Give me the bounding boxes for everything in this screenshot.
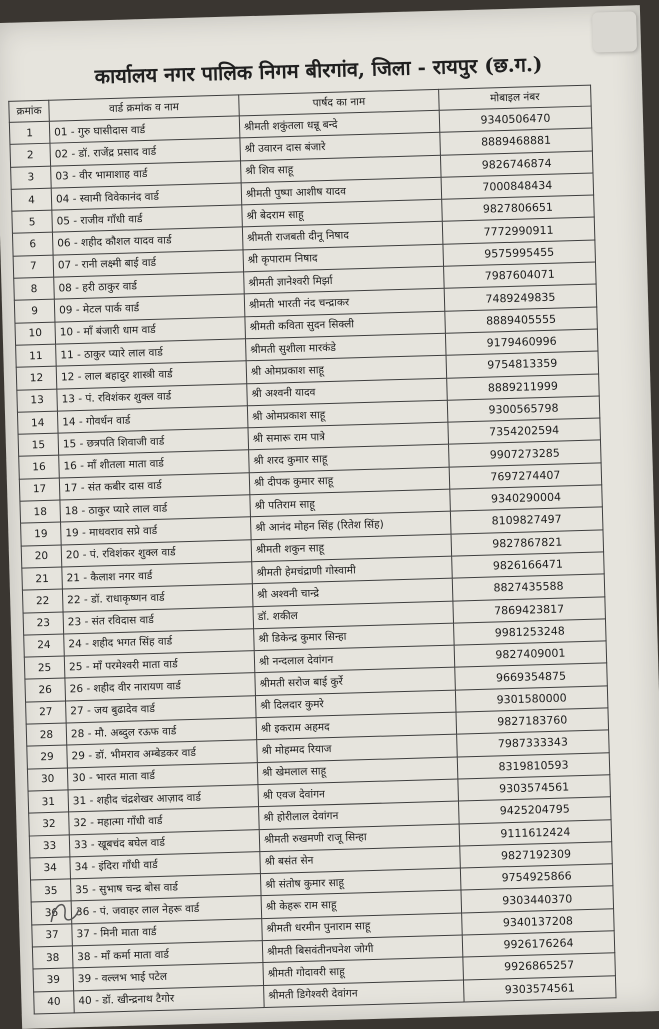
ward-cell: 12 - लाल बहादुर शास्त्री वार्ड bbox=[56, 361, 247, 389]
serial-cell: 27 bbox=[26, 701, 67, 724]
mobile-cell: 7987333343 bbox=[457, 730, 610, 757]
mobile-cell: 8889211999 bbox=[447, 374, 600, 401]
serial-cell: 38 bbox=[32, 946, 73, 969]
mobile-cell: 8827435588 bbox=[452, 574, 605, 601]
councillor-cell: श्रीमती शकुंतला धन्नू बन्दे bbox=[239, 110, 440, 138]
serial-cell: 11 bbox=[16, 344, 57, 367]
ward-cell: 10 - माँ बंजारी धाम वार्ड bbox=[55, 316, 246, 344]
serial-cell: 3 bbox=[11, 166, 52, 189]
serial-cell: 15 bbox=[18, 433, 59, 456]
serial-cell: 30 bbox=[27, 768, 68, 791]
councillor-cell: श्री ओमप्रकाश साहू bbox=[247, 400, 448, 428]
councillor-cell: श्री पतिराम साहू bbox=[250, 489, 451, 517]
mobile-cell: 7772990911 bbox=[442, 218, 595, 245]
ward-cell: 15 - छत्रपति शिवाजी वार्ड bbox=[58, 428, 249, 456]
councillor-cell: श्री डिकेन्द्र कुमार सिन्हा bbox=[254, 623, 455, 651]
serial-cell: 35 bbox=[31, 879, 72, 902]
councillor-cell: श्री होरीलाल देवांगन bbox=[259, 801, 460, 829]
mobile-cell: 9754925866 bbox=[460, 864, 613, 891]
serial-cell: 9 bbox=[14, 300, 55, 323]
mobile-cell: 9669354875 bbox=[455, 663, 608, 690]
ward-cell: 17 - संत कबीर दास वार्ड bbox=[59, 473, 250, 501]
serial-cell: 7 bbox=[13, 255, 54, 278]
councillor-cell: श्री बेदराम साहू bbox=[242, 199, 443, 227]
ward-cell: 37 - मिनी माता वार्ड bbox=[72, 918, 263, 946]
header-serial: क्रमांक bbox=[9, 100, 50, 122]
header-ward: वार्ड क्रमांक व नाम bbox=[49, 95, 240, 121]
serial-cell: 10 bbox=[15, 322, 56, 345]
mobile-cell: 7000848434 bbox=[441, 173, 594, 200]
serial-cell: 36 bbox=[31, 901, 72, 924]
mobile-cell: 9303574561 bbox=[463, 975, 616, 1002]
serial-cell: 40 bbox=[34, 990, 75, 1013]
ward-cell: 14 - गोवर्धन वार्ड bbox=[57, 406, 248, 434]
councillor-cell: श्रीमती शकुन साहू bbox=[251, 534, 452, 562]
mobile-cell: 9301580000 bbox=[455, 686, 608, 713]
header-mobile: मोबाइल नंबर bbox=[439, 85, 592, 110]
mobile-cell: 9340137208 bbox=[462, 908, 615, 935]
councillor-cell: श्री ओमप्रकाश साहू bbox=[246, 355, 447, 383]
clip-mark bbox=[592, 11, 637, 52]
serial-cell: 14 bbox=[17, 411, 58, 434]
serial-cell: 33 bbox=[29, 834, 70, 857]
councillor-table bbox=[8, 85, 616, 1015]
councillor-cell: श्री केहरू राम साहू bbox=[261, 890, 462, 918]
ward-cell: 09 - मेटल पार्क वार्ड bbox=[54, 294, 245, 322]
ward-cell: 19 - माधवराव सप्रे वार्ड bbox=[61, 517, 252, 545]
serial-cell: 1 bbox=[9, 121, 50, 144]
mobile-cell: 9926176264 bbox=[462, 931, 615, 958]
councillor-cell: श्रीमती ज्ञानेश्वरी मिर्झा bbox=[244, 266, 445, 294]
ward-cell: 13 - पं. रविशंकर शुक्ल वार्ड bbox=[57, 383, 248, 411]
serial-cell: 20 bbox=[21, 545, 62, 568]
ward-cell: 20 - पं. रविशंकर शुक्ल वार्ड bbox=[61, 539, 252, 567]
ward-cell: 26 - शहीद वीर नारायण वार्ड bbox=[65, 673, 256, 701]
ward-cell: 39 - वल्लभ भाई पटेल bbox=[73, 963, 264, 991]
mobile-cell: 8109827497 bbox=[450, 507, 603, 534]
councillor-cell: श्रीमती भारती नंद चन्द्राकर bbox=[244, 289, 445, 317]
ward-cell: 35 - सुभाष चन्द्र बोस वार्ड bbox=[71, 874, 262, 902]
mobile-cell: 9827192309 bbox=[460, 842, 613, 869]
document-page bbox=[0, 5, 659, 1029]
ward-cell: 01 - गुरु घासीदास वार्ड bbox=[49, 116, 240, 144]
ward-cell: 08 - हरी ठाकुर वार्ड bbox=[54, 272, 245, 300]
ward-cell: 06 - शहीद कौशल यादव वार्ड bbox=[52, 227, 243, 255]
councillor-cell: श्री नन्दलाल देवांगन bbox=[254, 645, 455, 673]
ward-cell: 31 - शहीद चंद्रशेखर आज़ाद वार्ड bbox=[68, 785, 259, 813]
ward-cell: 23 - संत रविदास वार्ड bbox=[63, 606, 254, 634]
mobile-cell: 8319810593 bbox=[457, 752, 610, 779]
ward-cell: 38 - माँ कर्मा माता वार्ड bbox=[72, 941, 263, 969]
councillor-cell: श्री इकराम अहमद bbox=[256, 712, 457, 740]
serial-cell: 24 bbox=[24, 634, 65, 657]
serial-cell: 12 bbox=[16, 366, 57, 389]
councillor-cell: श्री मोहम्मद रियाज bbox=[257, 734, 458, 762]
councillor-cell: श्री शिव साहू bbox=[241, 155, 442, 183]
ward-cell: 32 - महात्मा गाँधी वार्ड bbox=[69, 807, 260, 835]
mobile-cell: 9340290004 bbox=[450, 485, 603, 512]
ward-cell: 11 - ठाकुर प्यारे लाल वार्ड bbox=[56, 339, 247, 367]
mobile-cell: 7697274407 bbox=[449, 463, 602, 490]
ward-cell: 30 - भारत माता वार्ड bbox=[67, 762, 258, 790]
serial-cell: 8 bbox=[14, 277, 55, 300]
mobile-cell: 9926865257 bbox=[463, 953, 616, 980]
serial-cell: 13 bbox=[17, 389, 58, 412]
mobile-cell: 7489249835 bbox=[444, 284, 597, 311]
mobile-cell: 9827183760 bbox=[456, 708, 609, 735]
councillor-cell: श्रीमती धरमीन पुनाराम साहू bbox=[262, 913, 463, 941]
councillor-cell: श्री दिलदार कुमरे bbox=[255, 690, 456, 718]
mobile-cell: 9425204795 bbox=[458, 797, 611, 824]
mobile-cell: 9981253248 bbox=[454, 619, 607, 646]
serial-cell: 32 bbox=[29, 812, 70, 835]
councillor-cell: श्री समारू राम पात्रे bbox=[248, 422, 449, 450]
mobile-cell: 9575995455 bbox=[443, 240, 596, 267]
mobile-cell: 9754813359 bbox=[446, 351, 599, 378]
mobile-cell: 7987604071 bbox=[444, 262, 597, 289]
mobile-cell: 9303440370 bbox=[461, 886, 614, 913]
serial-cell: 5 bbox=[12, 210, 53, 233]
ward-cell: 24 - शहीद भगत सिंह वार्ड bbox=[64, 629, 255, 657]
mobile-cell: 7869423817 bbox=[453, 596, 606, 623]
ward-cell: 33 - खूबचंद बघेल वार्ड bbox=[69, 829, 260, 857]
serial-cell: 22 bbox=[22, 589, 63, 612]
councillor-cell: श्री संतोष कुमार साहू bbox=[260, 868, 461, 896]
serial-cell: 39 bbox=[33, 968, 74, 991]
councillor-cell: श्रीमती डिगेश्वरी देवांगन bbox=[264, 980, 465, 1008]
ward-cell: 40 - डॉ. खीन्द्रनाथ टैगोर bbox=[74, 985, 265, 1013]
serial-cell: 4 bbox=[11, 188, 52, 211]
councillor-cell: श्री एवज देवांगन bbox=[258, 779, 459, 807]
serial-cell: 19 bbox=[21, 522, 62, 545]
councillor-cell: श्री शरद कुमार साहू bbox=[249, 445, 450, 473]
ward-cell: 34 - इंदिरा गाँधी वार्ड bbox=[70, 851, 261, 879]
header-councillor: पार्षद का नाम bbox=[239, 89, 440, 116]
mobile-cell: 9907273285 bbox=[449, 440, 602, 467]
ward-cell: 36 - पं. जवाहर लाल नेहरू वार्ड bbox=[71, 896, 262, 924]
councillor-cell: श्री खेमलाल साहू bbox=[257, 757, 458, 785]
ward-cell: 29 - डॉ. भीमराव अम्बेडकर वार्ड bbox=[67, 740, 258, 768]
serial-cell: 25 bbox=[24, 656, 65, 679]
document-title: कार्यालय नगर पालिक निगम बीरगांव, जिला - रायपुर (छ.ग.) bbox=[94, 51, 543, 89]
ward-cell: 21 - कैलाश नगर वार्ड bbox=[62, 562, 253, 590]
ward-cell: 05 - राजीव गाँधी वार्ड bbox=[52, 205, 243, 233]
mobile-cell: 9826746874 bbox=[440, 151, 593, 178]
ward-cell: 18 - ठाकुर प्यारे लाल वार्ड bbox=[60, 495, 251, 523]
serial-cell: 34 bbox=[30, 857, 71, 880]
councillor-cell: श्री अश्वनी यादव bbox=[247, 378, 448, 406]
mobile-cell: 9179460996 bbox=[445, 329, 598, 356]
ward-cell: 27 - जय बुढादेव वार्ड bbox=[66, 695, 257, 723]
councillor-cell: श्री कृपाराम निषाद bbox=[243, 244, 444, 272]
councillor-cell: श्री बसंत सेन bbox=[260, 846, 461, 874]
mobile-cell: 9827867821 bbox=[451, 530, 604, 557]
serial-cell: 17 bbox=[19, 478, 60, 501]
mobile-cell: 9111612424 bbox=[459, 819, 612, 846]
serial-cell: 16 bbox=[19, 456, 60, 479]
ward-cell: 28 - मौ. अब्दुल रऊफ वार्ड bbox=[66, 718, 257, 746]
councillor-cell: श्रीमती कविता सुदन सिक्ली bbox=[245, 311, 446, 339]
councillor-cell: श्रीमती राजबती दीनू निषाद bbox=[242, 222, 443, 250]
mobile-cell: 9827806651 bbox=[442, 195, 595, 222]
councillor-cell: श्री दीपक कुमार साहू bbox=[249, 467, 450, 495]
councillor-cell: श्रीमती गोदावरी साहू bbox=[263, 957, 464, 985]
mobile-cell: 9303574561 bbox=[458, 775, 611, 802]
serial-cell: 37 bbox=[32, 924, 73, 947]
ward-cell: 04 - स्वामी विवेकानंद वार्ड bbox=[51, 183, 242, 211]
councillor-cell: श्रीमती रुखमणी राजू सिन्हा bbox=[259, 824, 460, 852]
ward-cell: 16 - माँ शीतला माता वार्ड bbox=[59, 450, 250, 478]
serial-cell: 21 bbox=[22, 567, 63, 590]
mobile-cell: 9340506470 bbox=[439, 106, 592, 133]
mobile-cell: 8889468881 bbox=[440, 128, 593, 155]
serial-cell: 31 bbox=[28, 790, 69, 813]
councillor-cell: श्रीमती हेमचंद्राणी गोस्वामी bbox=[252, 556, 453, 584]
councillor-cell: श्री उवारन दास बंजारे bbox=[240, 133, 441, 161]
councillor-cell: श्रीमती सरोज बाई कुर्रे bbox=[255, 668, 456, 696]
ward-cell: 25 - माँ परमेश्वरी माता वार्ड bbox=[64, 651, 255, 679]
serial-cell: 18 bbox=[20, 500, 61, 523]
councillor-cell: डॉ. शकील bbox=[253, 601, 454, 629]
mobile-cell: 7354202594 bbox=[448, 418, 601, 445]
ward-cell: 22 - डॉ. राधाकृष्णन वार्ड bbox=[62, 584, 253, 612]
serial-cell: 28 bbox=[26, 723, 67, 746]
ward-cell: 03 - वीर भामाशाह वार्ड bbox=[51, 160, 242, 188]
councillor-cell: श्रीमती बिसवंतीनघनेश जोगी bbox=[262, 935, 463, 963]
mobile-cell: 9300565798 bbox=[447, 396, 600, 423]
serial-cell: 26 bbox=[25, 678, 66, 701]
councillor-cell: श्री अश्वनी चान्द्रे bbox=[252, 578, 453, 606]
serial-cell: 23 bbox=[23, 612, 64, 635]
mobile-cell: 8889405555 bbox=[445, 307, 598, 334]
ward-cell: 02 - डॉ. राजेंद्र प्रसाद वार्ड bbox=[50, 138, 241, 166]
serial-cell: 29 bbox=[27, 745, 68, 768]
handwritten-mark bbox=[44, 891, 85, 932]
mobile-cell: 9827409001 bbox=[454, 641, 607, 668]
serial-cell: 2 bbox=[10, 143, 51, 166]
councillor-cell: श्री आनंद मोहन सिंह (रितेश सिंह) bbox=[250, 512, 451, 540]
mobile-cell: 9826166471 bbox=[452, 552, 605, 579]
councillor-cell: श्रीमती पुष्पा आशीष यादव bbox=[241, 177, 442, 205]
serial-cell: 6 bbox=[12, 233, 53, 256]
councillor-cell: श्रीमती सुशीला मारकंडे bbox=[245, 333, 446, 361]
ward-cell: 07 - रानी लक्ष्मी बाई वार्ड bbox=[53, 250, 244, 278]
